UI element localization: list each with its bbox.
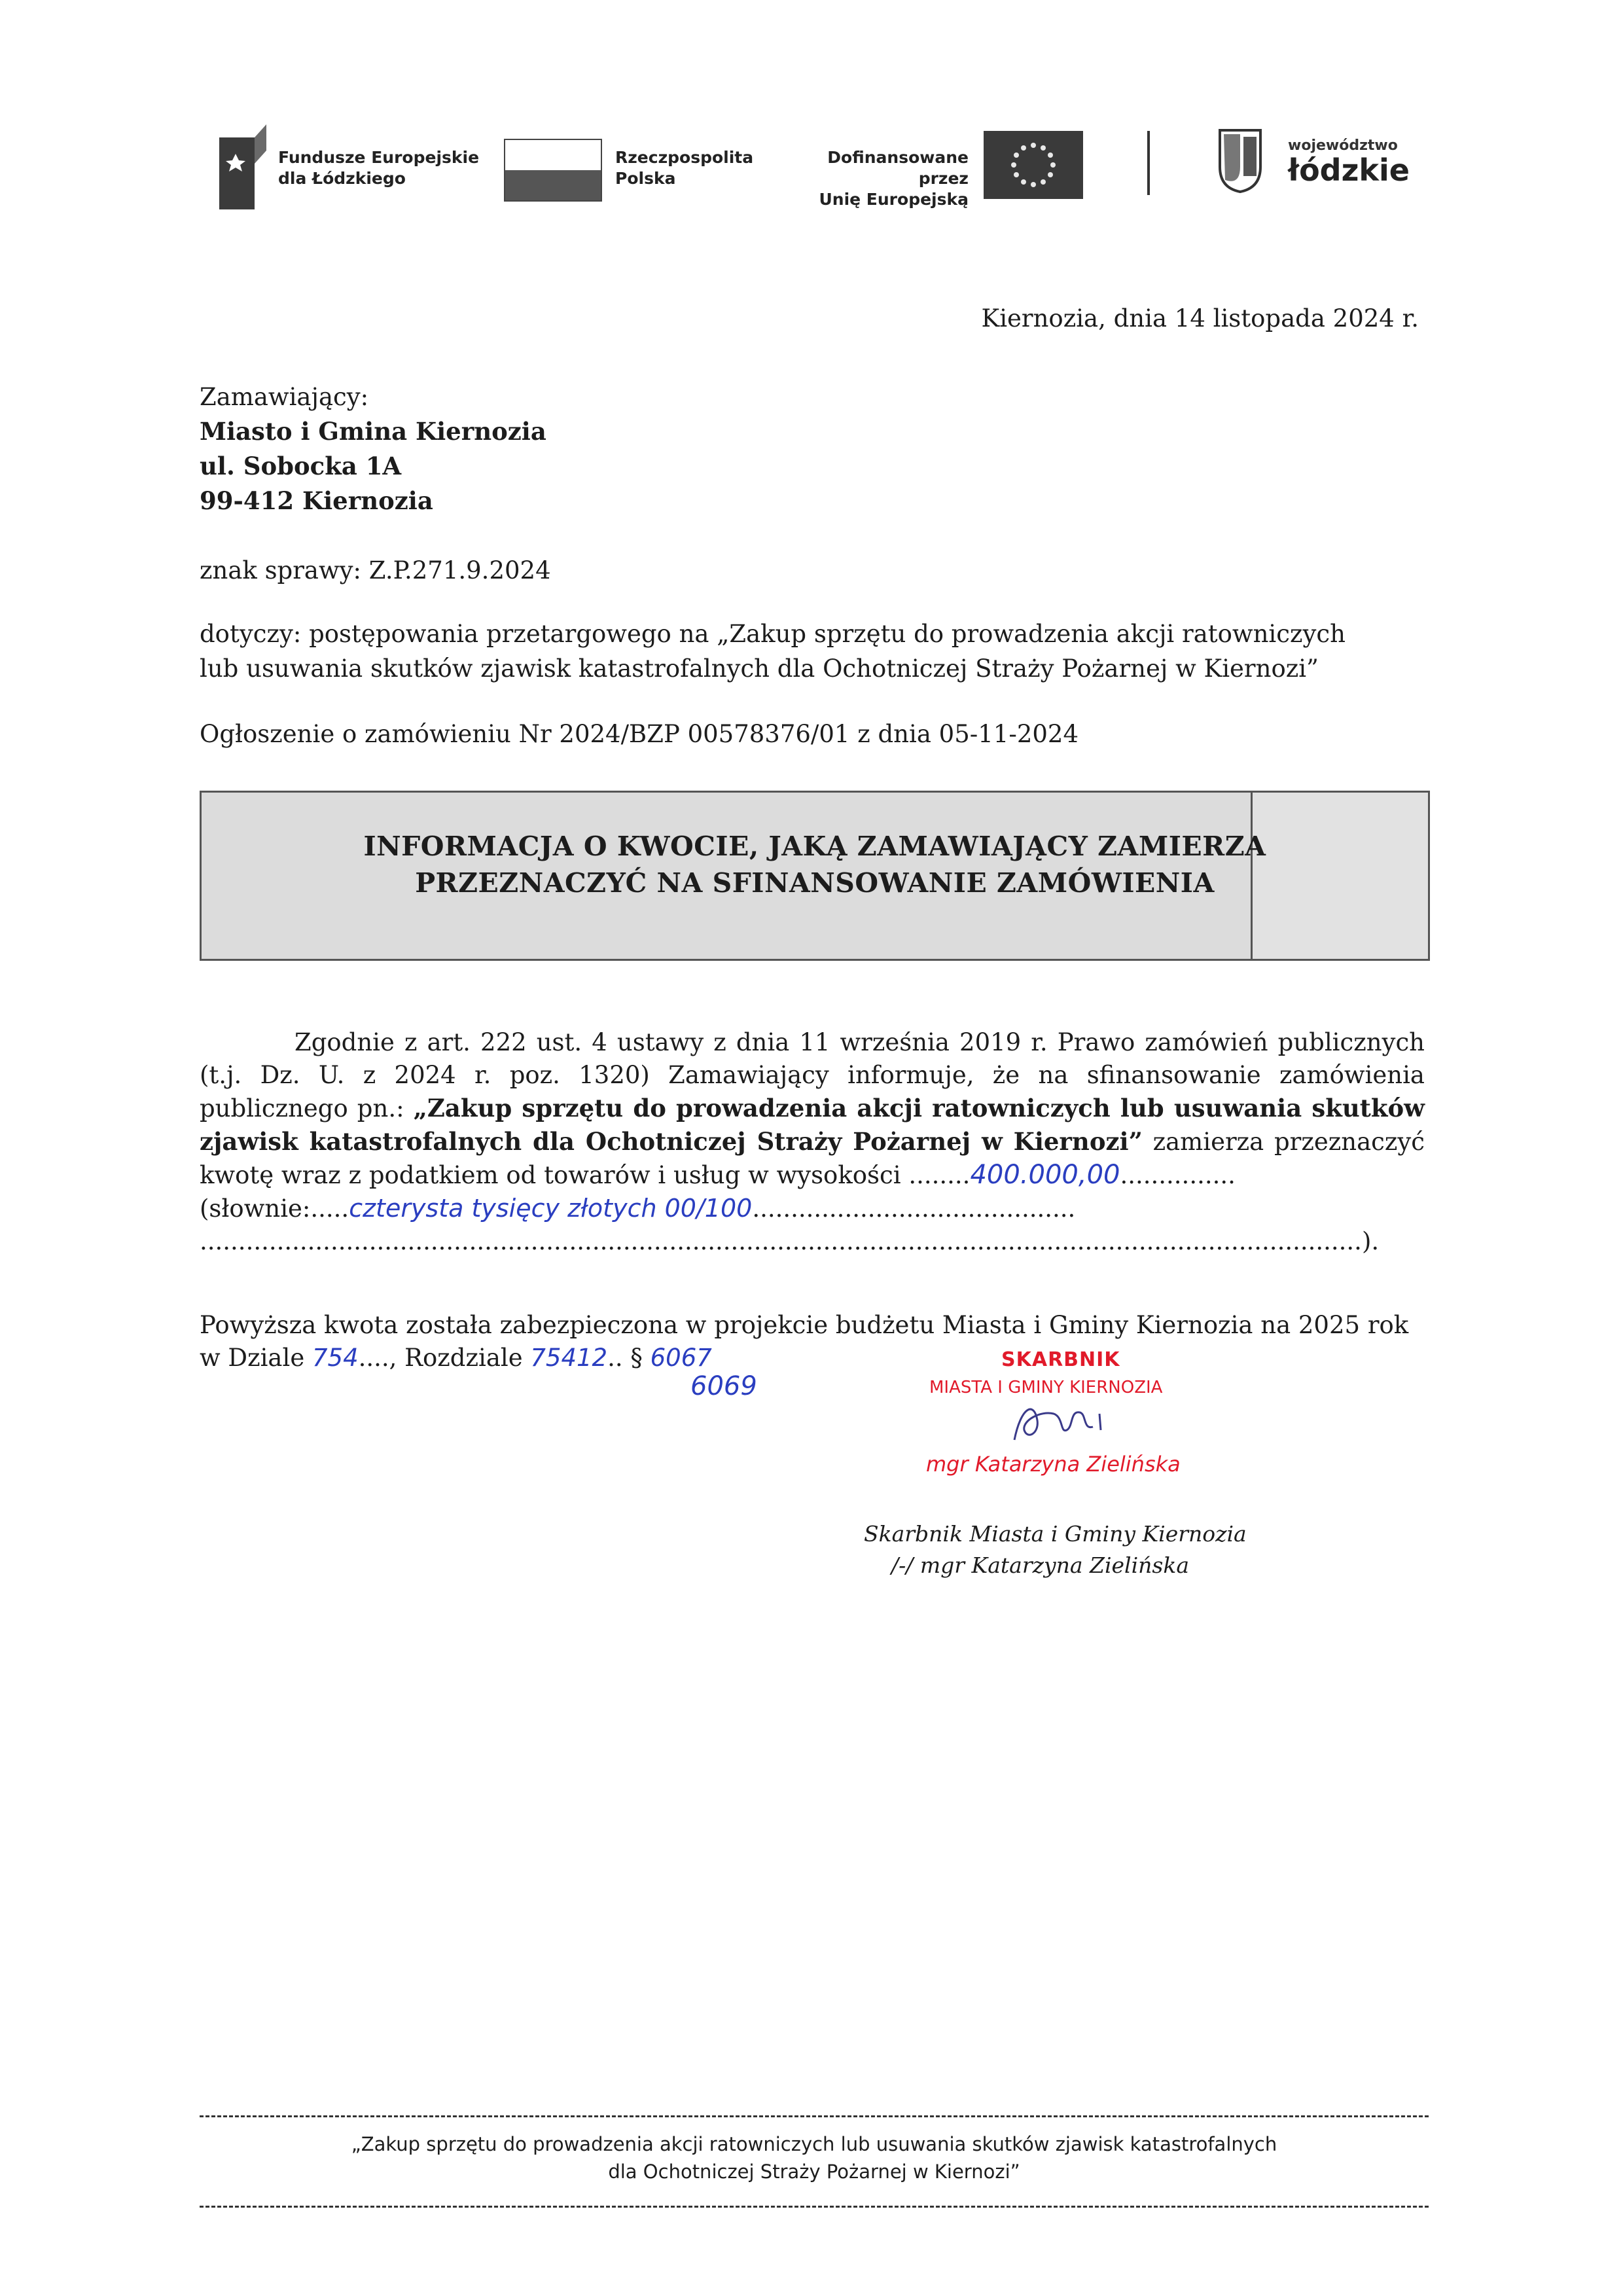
rp-line2: Polska [615,169,676,188]
budget-text2: ...., Rozdziale [358,1344,531,1372]
box-title [200,828,1430,901]
lodzkie-crest-icon [1217,128,1263,193]
date-line: Kiernozia, dnia 14 listopada 2024 r. [981,304,1419,332]
handwritten-signature [1001,1394,1132,1456]
fundusze-europejskie-logo [219,124,266,209]
signatory-role: Skarbnik Miasta i Gminy Kiernozia [864,1521,1247,1547]
paragraf2-handwritten: 6069 [690,1371,757,1401]
budget-text1: Powyższa kwota została zabezpieczona w projekcie budżetu Miasta i Gminy Kiernozia na 2025 rok w Dziale [200,1311,1409,1372]
contracting-name: Miasto i Gmina Kiernozia [200,417,546,446]
stamp-name: mgr Katarzyna Zielińska [926,1452,1181,1477]
words-close: ). [1361,1227,1380,1255]
fe-line1: Fundusze Europejskie [278,148,480,167]
contracting-label: Zamawiający: [200,383,369,411]
main-paragraph [200,1026,1425,1258]
case-number: znak sprawy: Z.P.271.9.2024 [200,556,551,584]
eu-line2: Unię Europejską [819,190,969,209]
footer-line2: dla Ochotniczej Straży Pożarnej w Kiernozi” [608,2161,1020,2183]
eu-logo-text [782,147,969,210]
footer-rule-top [200,2115,1429,2117]
budget-paragraph [200,1309,1425,1374]
amount-dots: ........ [908,1161,971,1189]
stamp-subtitle: MIASTA I GMINY KIERNOZIA [929,1378,1163,1397]
polish-flag-icon [504,139,602,202]
eu-line1: Dofinansowane przez [827,148,969,188]
woj-line1: województwo [1288,137,1398,154]
subject [200,617,1430,686]
footer-line1: „Zakup sprzętu do prowadzenia akcji ratowniczych lub usuwania skutków zjawisk katastrofalnych [351,2133,1277,2155]
paragraph-title: „Zakup sprzętu do prowadzenia akcji ratowniczych lub usuwania skutków zjawisk katastrofalnych dla Ochotniczej Straży Pożarnej w Kiernozi” [200,1094,1425,1156]
paragraf-handwritten: 6067 [650,1344,712,1372]
woj-line2: łódzkie [1288,152,1410,188]
lodzkie-logo-text [1288,137,1410,187]
rp-line1: Rzeczpospolita [615,148,754,167]
words-dots: ..... [310,1194,349,1223]
amount-dots-end: ............... [1120,1161,1236,1189]
amount-handwritten: 400.000,00 [970,1160,1120,1190]
words-dots-line2: ....................................................................................................................................................... [200,1227,1362,1255]
rp-logo-text [615,147,753,189]
footer-text [200,2130,1429,2185]
rozdzial-handwritten: 75412 [530,1344,608,1372]
paragraph-after-title: zamierza przeznaczyć kwotę wraz z podatkiem od towarów i usług w wysokości [200,1128,1425,1189]
footer-rule-bottom [200,2206,1429,2208]
words-handwritten: czterysta tysięcy złotych 00/100 [349,1194,753,1223]
words-dots-end: .......................................... [752,1194,1076,1223]
subject-line1: dotyczy: postępowania przetargowego na „Zakup sprzętu do prowadzenia akcji ratowniczych [200,620,1346,648]
budget-text3: .. § [607,1344,651,1372]
fe-logo-text [278,147,479,189]
box-title-line1: INFORMACJA O KWOCIE, JAKĄ ZAMAWIAJĄCY ZAMIERZA [363,831,1266,862]
stamp-title: SKARBNIK [1001,1348,1120,1371]
dzial-handwritten: 754 [312,1344,359,1372]
notice-number: Ogłoszenie o zamówieniu Nr 2024/BZP 00578376/01 z dnia 05-11-2024 [200,720,1079,748]
logo-separator [1147,131,1150,195]
eu-flag-icon [984,131,1083,199]
fe-line2: dla Łódzkiego [278,169,406,188]
signatory [864,1518,1247,1581]
box-title-line2: PRZEZNACZYĆ NA SFINANSOWANIE ZAMÓWIENIA [415,867,1215,899]
contracting-authority [200,380,546,518]
signatory-name: /-/ mgr Katarzyna Zielińska [891,1552,1190,1578]
subject-line2: lub usuwania skutków zjawisk katastrofalnych dla Ochotniczej Straży Pożarnej w Kiernozi” [200,655,1319,683]
paragraph-intro: Zgodnie z art. 222 ust. 4 ustawy z dnia 11 września 2019 r. Prawo zamówień publicznych (t.j. Dz. U. z 2024 r. poz. 1320) Zamawiający informuje, że na sfinansowanie zamówienia publicznego pn.: [200,1028,1425,1122]
words-label: (słownie: [200,1194,311,1223]
contracting-city: 99-412 Kiernozia [200,486,433,515]
contracting-street: ul. Sobocka 1A [200,452,402,480]
